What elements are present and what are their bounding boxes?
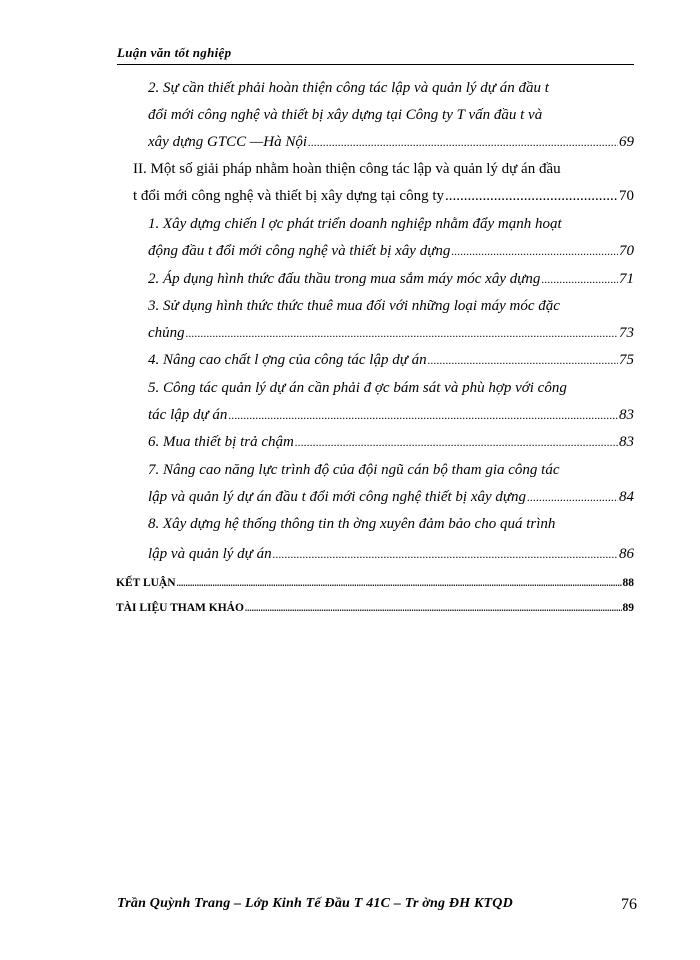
toc-entry[interactable]	[148, 325, 634, 349]
toc-entry[interactable]	[148, 434, 634, 458]
toc-entry-text: KẾT LUẬN	[116, 577, 176, 589]
dot-leader	[541, 271, 618, 288]
toc-entry-text: 2. Áp dụng hình thức đấu thầu trong mua sắm máy móc xây dựng	[148, 271, 541, 287]
toc-entry-text: 6. Mua thiết bị trả chậm	[148, 434, 294, 450]
toc-entry[interactable]	[148, 546, 634, 570]
dot-leader	[308, 134, 618, 151]
toc-entry-text: 5. Công tác quản lý dự án cần phải đ ợc bám sát và phù hợp với công	[148, 380, 567, 396]
toc-entry-text: TÀI LIỆU THAM KHẢO	[116, 602, 244, 614]
toc-page-number: 83	[619, 434, 634, 450]
dot-leader	[295, 434, 618, 451]
toc-entry-text: 8. Xây dựng hệ thống thông tin th ờng xuyên đảm bảo cho quá trình	[148, 516, 556, 532]
dot-leader	[177, 577, 622, 589]
toc-page-number: 88	[622, 577, 634, 589]
toc-entry-text: động đầu t đổi mới công nghệ và thiết bị xây dựng	[148, 243, 451, 259]
toc-entry-text: xây dựng GTCC —Hà Nội	[148, 134, 308, 150]
toc-entry[interactable]	[148, 243, 634, 267]
dot-leader	[428, 352, 618, 369]
toc-entry-text: tác lập dự án	[148, 407, 228, 423]
dot-leader	[527, 489, 618, 506]
footer-text: Trần Quỳnh Trang – Lớp Kinh Tế Đầu T 41C – Tr ờng ĐH KTQD	[117, 896, 513, 911]
toc-entry-text: lập và quản lý dự án	[148, 546, 272, 562]
toc-entry-text: đổi mới công nghệ và thiết bị xây dựng tại Công ty T vấn đầu t và	[148, 107, 543, 123]
toc-page-number: 83	[619, 407, 634, 423]
toc-page-number: 84	[619, 489, 634, 505]
toc-entry-text: 1. Xây dựng chiến l ợc phát triển doanh nghiệp nhằm đẩy mạnh hoạt	[148, 216, 562, 232]
dot-leader	[445, 188, 618, 205]
toc-entry-text: 4. Nâng cao chất l ợng của công tác lập dự án	[148, 352, 427, 368]
toc-entry-text: chủng	[148, 325, 185, 341]
toc-page-number: 89	[622, 602, 634, 614]
toc-page-number: 75	[619, 352, 634, 368]
dot-leader	[186, 325, 618, 342]
toc-entry[interactable]	[148, 407, 634, 431]
toc-page-number: 86	[619, 546, 634, 562]
dot-leader	[245, 602, 622, 614]
header-title: Luận văn tốt nghiệp	[117, 45, 232, 60]
toc-entry-text: 3. Sử dụng hình thức thức thuê mua đối với những loại máy móc đặc	[148, 298, 560, 314]
toc-entry-text: lập và quản lý dự án đầu t đổi mới công nghệ thiết bị xây dựng	[148, 489, 527, 505]
dot-leader	[228, 407, 618, 424]
toc-entry[interactable]	[148, 352, 634, 376]
toc-page-number: 69	[619, 134, 634, 150]
toc-entry-text: t đổi mới công nghệ và thiết bị xây dựng tại công ty	[133, 188, 445, 204]
toc-entry-text: II. Một số giải pháp nhằm hoàn thiện công tác lập và quản lý dự án đầu	[133, 161, 561, 177]
toc-entry-text: 7. Nâng cao năng lực trình độ của đội ngũ cán bộ tham gia công tác	[148, 462, 560, 478]
toc-page-number: 71	[619, 271, 634, 287]
dot-leader	[451, 243, 618, 260]
toc-entry[interactable]	[148, 489, 634, 513]
dot-leader	[273, 546, 618, 563]
toc-entry[interactable]	[116, 577, 634, 595]
toc-entry[interactable]	[148, 271, 634, 295]
footer-page-number: 76	[621, 896, 637, 913]
page-footer	[117, 896, 637, 920]
toc-entry[interactable]	[148, 134, 634, 158]
toc-entry-text: 2. Sự cần thiết phải hoàn thiện công tác lập và quản lý dự án đầu t	[148, 80, 549, 96]
toc-page-number: 70	[619, 243, 634, 259]
toc-entry[interactable]	[116, 602, 634, 620]
toc-page-number: 73	[619, 325, 634, 341]
toc-page-number: 70	[619, 188, 634, 204]
toc-entry[interactable]	[133, 188, 634, 212]
